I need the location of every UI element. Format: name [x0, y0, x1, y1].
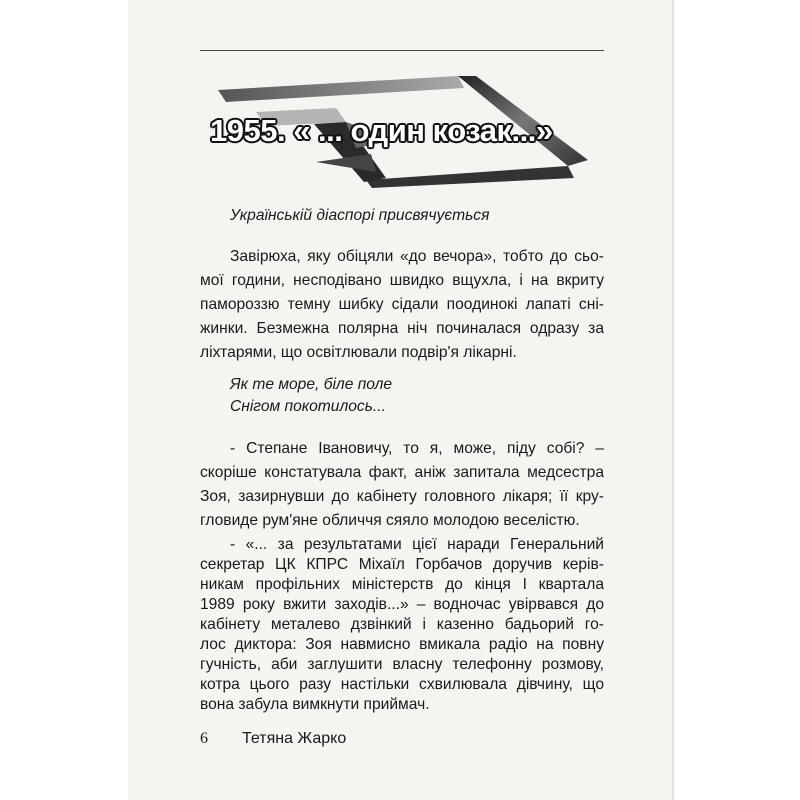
paragraph-2-line-4: гловиде рум'яне обличчя сяяло молодою веселістю. [200, 512, 580, 529]
paragraph-3-line-5: кабінету металево дзвінкий і казенно бадьорий го- [200, 616, 604, 633]
header-rule [200, 50, 604, 51]
paragraph-2-line-3: Зоя, зазирнувши до кабінету головного лікаря; її кру- [200, 488, 604, 505]
paragraph-1-line-3: памороззю темну шибку сідали поодинокі лапаті сні- [200, 296, 604, 313]
paragraph-3-line-4: 1989 року вжити заходів...» – водночас увірвався до [200, 596, 604, 613]
chapter-title: 1955. « ... один козак...» [210, 113, 553, 148]
paragraph-1-line-5: ліхтарями, що освітлювали подвір'я лікарні. [200, 344, 517, 361]
paragraph-2-line-1: - Степане Івановичу, то я, може, піду собі? – [230, 440, 604, 457]
verse-line-1: Як те море, біле поле [230, 376, 393, 393]
paragraph-3-line-8: котра цього разу настільки схвилювала дівчину, що [200, 676, 604, 693]
paragraph-3-line-1: - «... за результатами цієї наради Генеральний [230, 536, 604, 553]
footer-author: Тетяна Жарко [242, 730, 347, 747]
paragraph-1-line-2: мої години, несподівано швидко вщухла, і на вкриту [200, 272, 604, 289]
paragraph-2-line-2: скоріше констатувала факт, аніж запитала медсестра [200, 464, 604, 481]
paragraph-3-line-3: никам профільних міністерств до кінця I квартала [200, 576, 604, 593]
dedication: Українській діаспорі присвячується [230, 207, 490, 224]
paragraph-3-line-7: гучність, аби заглушити власну телефонну розмову, [200, 656, 604, 673]
paragraph-1-line-1: Завірюха, яку обіцяли «до вечора», тобто до сьо- [230, 248, 604, 265]
paragraph-3-line-9: вона забула вимкнути приймач. [200, 696, 430, 713]
paragraph-3-line-6: лос диктора: Зоя навмисно вмикала радіо на повну [200, 636, 604, 653]
paragraph-1-line-4: жинки. Безмежна полярна ніч починалася одразу за [200, 320, 604, 337]
paragraph-3-line-2: секретар ЦК КПРС Міхаїл Горбачов доручив керів- [200, 556, 604, 573]
page-number: 6 [200, 730, 208, 747]
verse-line-2: Снігом покотилось... [230, 398, 386, 415]
